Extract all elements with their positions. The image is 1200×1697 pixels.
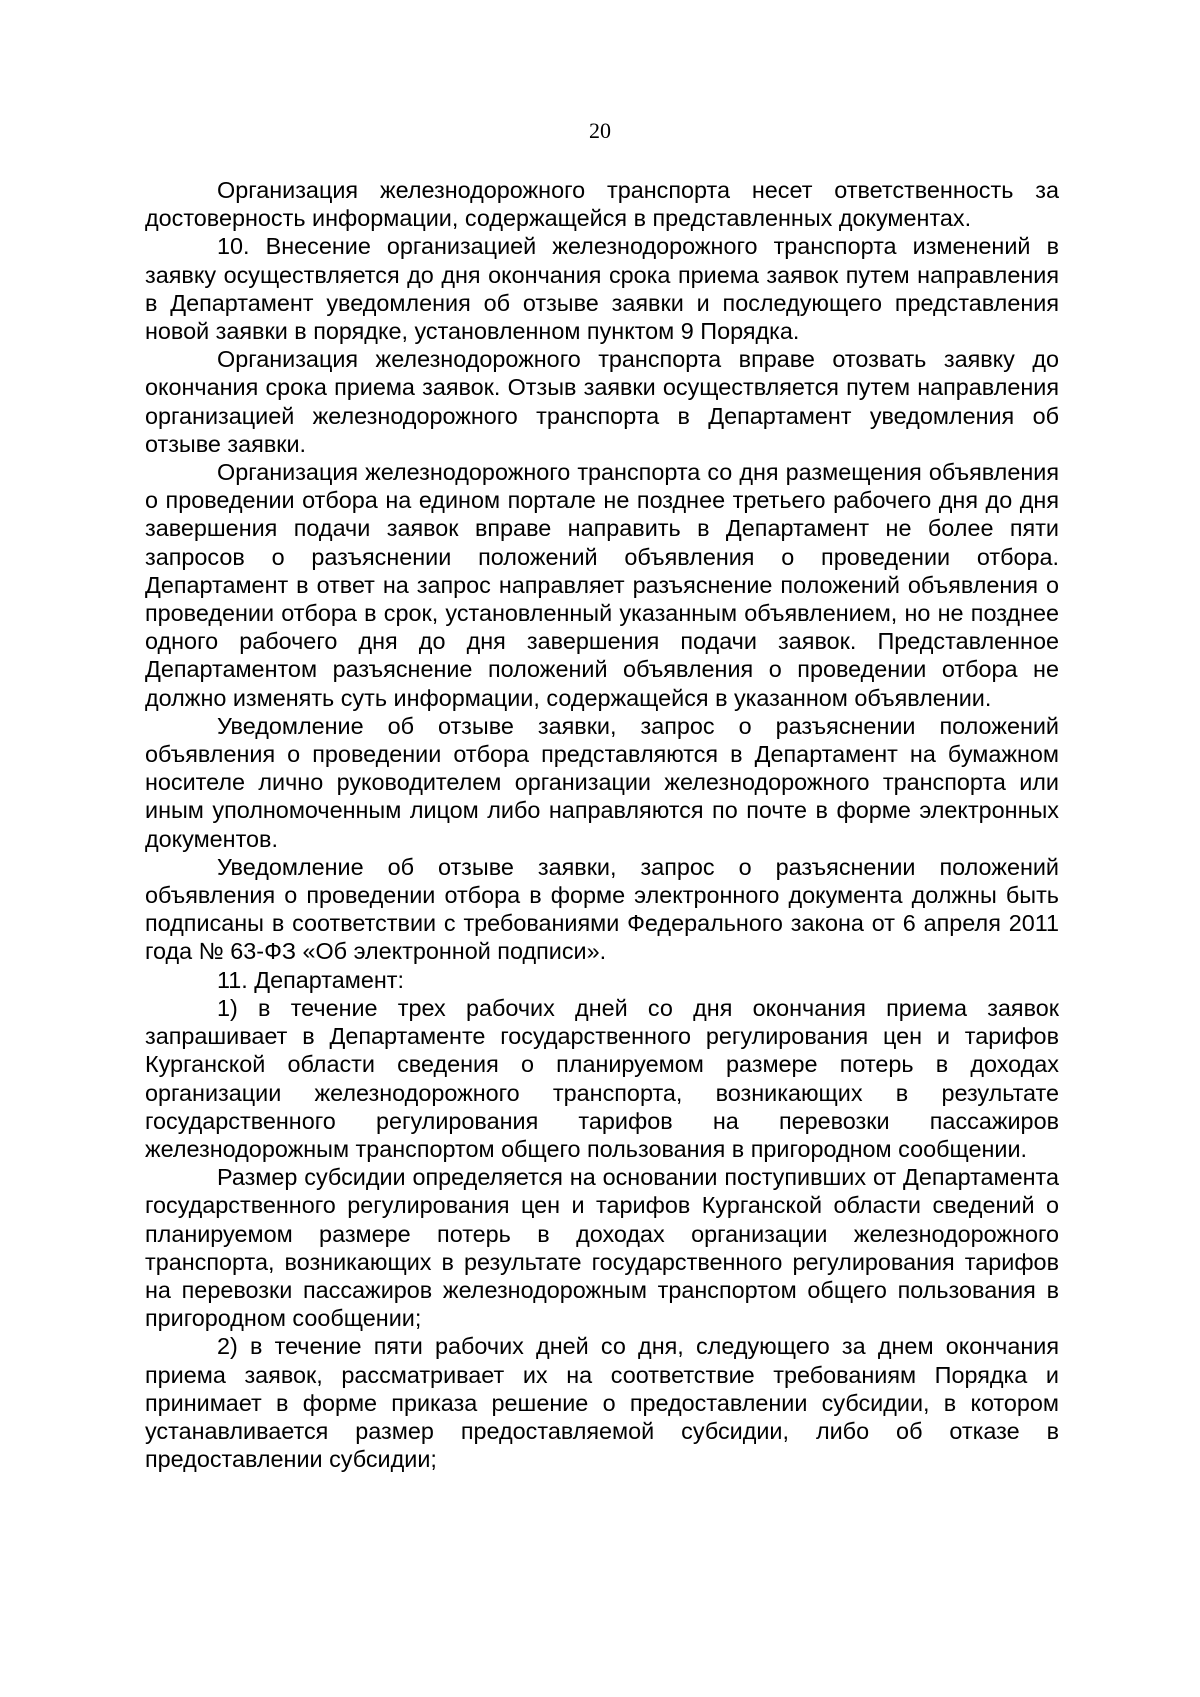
- paragraph: 10. Внесение организацией железнодорожного транспорта изменений в заявку осуществляется до дня окончания срока приема заявок путем направления в Департамент уведомления об отзыве заявки и последующего представления новой заявки в порядке, установленном пунктом 9 Порядка.: [145, 233, 1059, 345]
- paragraph: Организация железнодорожного транспорта вправе отозвать заявку до окончания срока приема заявок. Отзыв заявки осуществляется путем направления организацией железнодорожного транспорта в Департамент уведомления об отзыве заявки.: [145, 346, 1059, 457]
- paragraph: 1) в течение трех рабочих дней со дня окончания приема заявок запрашивает в Департаменте государственного регулирования цен и тарифов Курганской области сведения о планируемом размере потерь в доходах организации железнодорожного транспорта, возникающих в результате государственного регулирования тарифов на перевозки пассажиров железнодорожным транспортом общего пользования в пригородном сообщении.: [145, 994, 1059, 1162]
- paragraph: Уведомление об отзыве заявки, запрос о разъяснении положений объявления о проведении отбора в форме электронного документа должны быть подписаны в соответствии с требованиями Федерального закона от 6 апреля 2011 года № 63-ФЗ «Об электронной подписи».: [145, 853, 1059, 965]
- paragraph: 2) в течение пяти рабочих дней со дня, следующего за днем окончания приема заявок, рассматривает их на соответствие требованиям Порядка и принимает в форме приказа решение о предоставлении субсидии, в котором устанавливается размер предоставляемой субсидии, либо об отказе в предоставлении субсидии;: [145, 1333, 1059, 1473]
- document-body: [145, 176, 1059, 1473]
- paragraph: Уведомление об отзыве заявки, запрос о разъяснении положений объявления о проведении отбора представляются в Департамент на бумажном носителе лично руководителем организации железнодорожного транспорта или иным уполномоченным лицом либо направляются по почте в форме электронных документов.: [145, 712, 1059, 852]
- paragraph: Размер субсидии определяется на основании поступивших от Департамента государственного регулирования цен и тарифов Курганской области сведений о планируемом размере потерь в доходах организации железнодорожного транспорта, возникающих в результате государственного регулирования тарифов на перевозки пассажиров железнодорожным транспортом общего пользования в пригородном сообщении;: [145, 1164, 1059, 1332]
- paragraph: 11. Департамент:: [217, 966, 404, 993]
- paragraph: Организация железнодорожного транспорта несет ответственность за достоверность информации, содержащейся в представленных документах.: [145, 177, 1059, 232]
- page-number: 20: [589, 118, 611, 143]
- paragraph: Организация железнодорожного транспорта со дня размещения объявления о проведении отбора на едином портале не позднее третьего рабочего дня до дня завершения подачи заявок вправе направить в Департамент не более пяти запросов о разъяснении положений объявления о проведении отбора. Департамент в ответ на запрос направляет разъяснение положений объявления о проведении отбора в срок, установленный указанным объявлением, но не позднее одного рабочего дня до дня завершения подачи заявок. Представленное Департаментом разъяснение положений объявления о проведении отбора не должно изменять суть информации, содержащейся в указанном объявлении.: [145, 459, 1059, 711]
